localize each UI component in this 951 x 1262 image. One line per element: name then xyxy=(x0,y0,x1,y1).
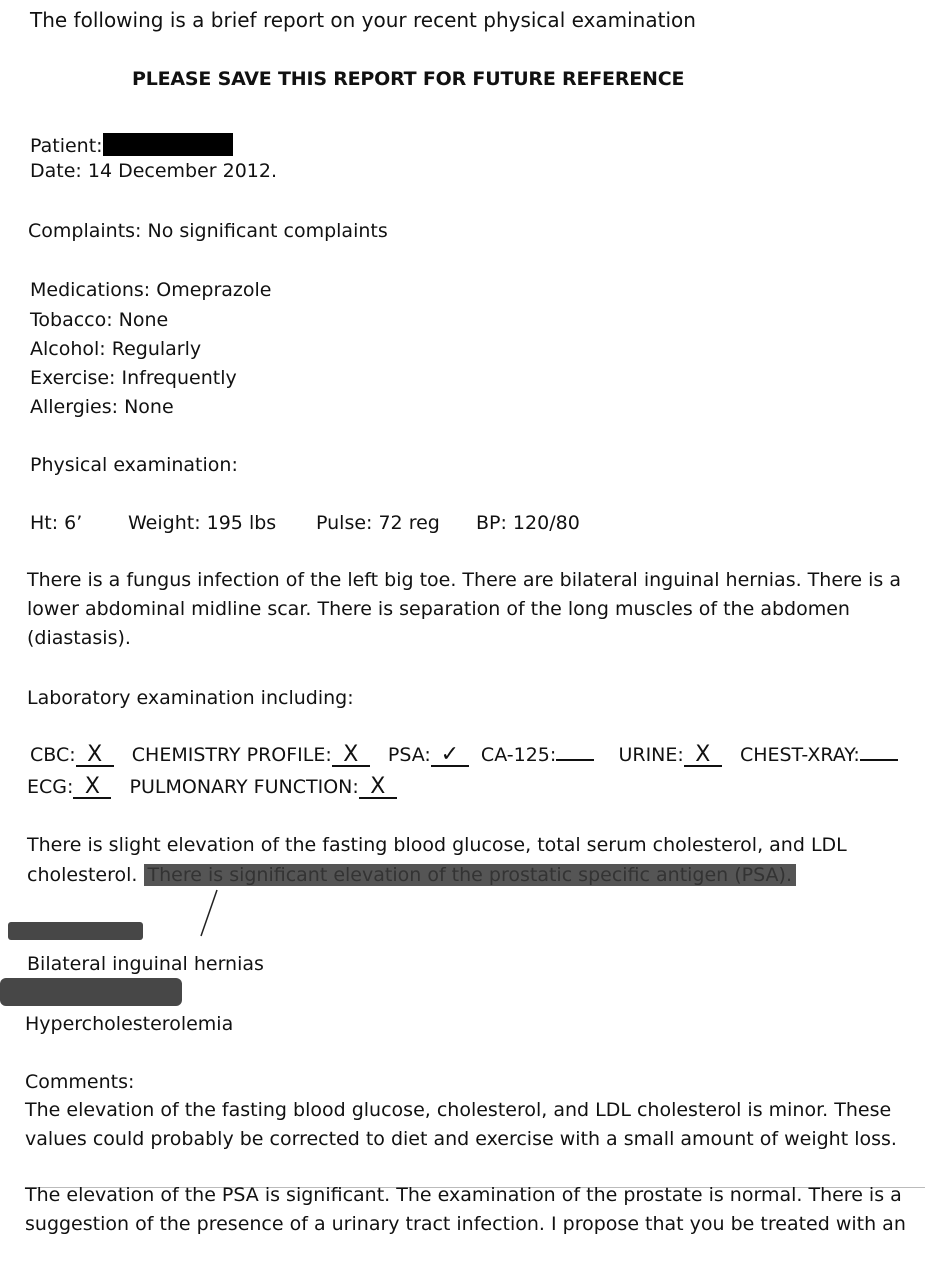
vital-weight: Weight: 195 lbs xyxy=(128,512,277,534)
lab-findings-line-1: There is slight elevation of the fasting blood glucose, total serum cholesterol, and LDL xyxy=(27,834,847,856)
vital-height: Ht: 6’ xyxy=(30,512,83,534)
lab-row-1 xyxy=(30,744,898,767)
lab-pulm-label: PULMONARY FUNCTION: xyxy=(129,776,359,798)
lab-cbc-label: CBC: xyxy=(30,744,76,766)
save-notice: PLEASE SAVE THIS REPORT FOR FUTURE REFERENCE xyxy=(132,68,685,90)
lab-xray-label: CHEST-XRAY: xyxy=(739,744,860,766)
diagnosis-redaction-scribble xyxy=(0,978,182,1006)
lab-pulm-mark: X xyxy=(359,777,397,799)
pointer-stroke xyxy=(195,888,225,938)
medications: Medications: Omeprazole xyxy=(30,279,272,301)
exam-findings: There is a fungus infection of the left big toe. There are bilateral inguinal hernias. There is a lower abdominal midline scar. There is separation of the long muscles of the abdomen (diastasis). xyxy=(27,569,901,649)
lab-urine-mark: X xyxy=(684,745,722,767)
lab-ca125-label: CA-125: xyxy=(480,744,557,766)
lab-chem-mark: X xyxy=(332,745,370,767)
lab-findings-line-2 xyxy=(27,866,796,885)
exam-date: Date: 14 December 2012. xyxy=(30,160,278,182)
comments-heading: Comments: xyxy=(25,1071,135,1093)
lab-findings-text: cholesterol. xyxy=(27,864,138,886)
lab-xray-blank xyxy=(860,759,898,761)
lab-heading: Laboratory examination including: xyxy=(27,687,354,709)
report-intro: The following is a brief report on your recent physical examination xyxy=(30,8,696,32)
complaints: Complaints: No significant complaints xyxy=(28,220,388,242)
tobacco: Tobacco: None xyxy=(30,309,169,331)
lab-psa-label: PSA: xyxy=(387,744,431,766)
diagnosis-hernias: Bilateral inguinal hernias xyxy=(27,953,264,975)
vital-pulse: Pulse: 72 reg xyxy=(316,512,440,534)
psa-highlight: There is significant elevation of the prostatic specific antigen (PSA). xyxy=(144,864,796,886)
diagnosis-hypercholesterolemia: Hypercholesterolemia xyxy=(25,1013,234,1035)
alcohol: Alcohol: Regularly xyxy=(30,338,202,360)
patient-row xyxy=(30,133,233,156)
lab-chem-label: CHEMISTRY PROFILE: xyxy=(131,744,332,766)
lab-ecg-label: ECG: xyxy=(27,776,74,798)
lab-ecg-mark: X xyxy=(73,777,111,799)
comment-1: The elevation of the fasting blood glucose, cholesterol, and LDL cholesterol is minor. These values could probably be corrected to diet and exercise with a small amount of weight loss. xyxy=(25,1099,897,1150)
lab-row-2 xyxy=(27,776,397,799)
diagnosis-heading-scribble xyxy=(8,922,143,940)
lab-cbc-mark: X xyxy=(76,745,114,767)
lab-ca125-blank xyxy=(556,759,594,761)
physical-exam-heading: Physical examination: xyxy=(30,454,238,476)
lab-psa-mark: ✓ xyxy=(431,745,469,767)
patient-label: Patient: xyxy=(30,135,103,157)
patient-name-redaction xyxy=(103,133,233,156)
vital-bp: BP: 120/80 xyxy=(476,512,580,534)
lab-urine-label: URINE: xyxy=(618,744,684,766)
comment-2: The elevation of the PSA is significant. The examination of the prostate is normal. There is a suggestion of the presence of a urinary tract infection. I propose that you be treated with an xyxy=(25,1184,906,1235)
exercise: Exercise: Infrequently xyxy=(30,367,237,389)
allergies: Allergies: None xyxy=(30,396,174,418)
